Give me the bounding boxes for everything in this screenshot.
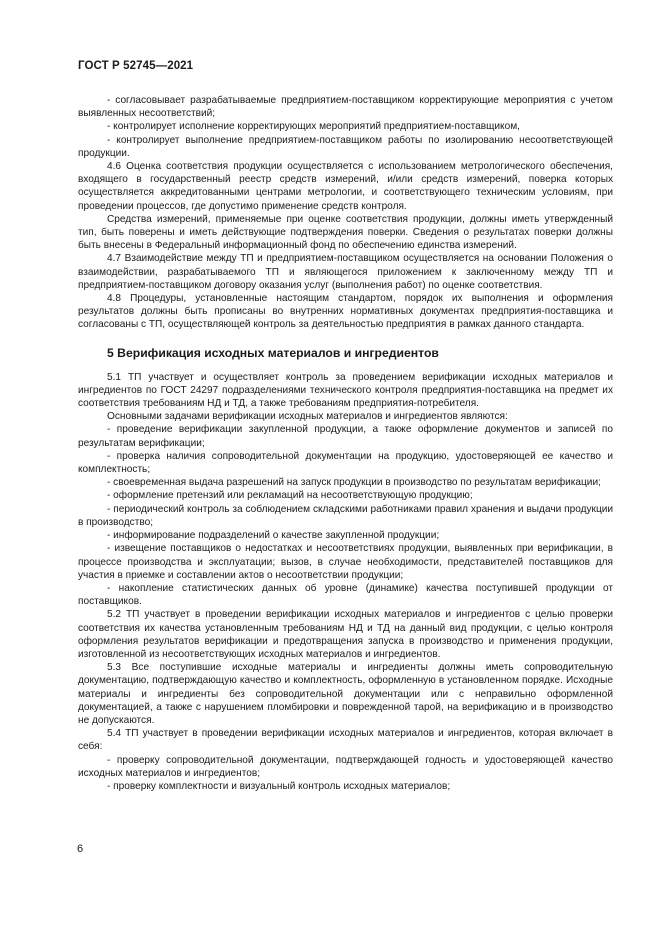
paragraph: - согласовывает разрабатываемые предприятием-поставщиком корректирующие мероприятия с учетом выявленных несоответствий; <box>78 95 613 120</box>
paragraph: - своевременная выдача разрешений на запуск продукции в производство по результатам верификации; <box>107 477 601 489</box>
paragraph: 4.8 Процедуры, установленные настоящим стандартом, порядок их выполнения и оформления результатов должны быть прописаны во внутренних нормативных документах предприятия-поставщика и согласованы с ТП, осуществляющей контроль за деятельностью предприятия в рамках данного стандарта. <box>78 293 613 331</box>
paragraph: - проведение верификации закупленной продукции, а также оформление документов и записей по результатам верификации; <box>78 424 613 449</box>
paragraph: - информирование подразделений о качестве закупленной продукции; <box>107 530 440 542</box>
document-body <box>78 94 613 793</box>
paragraph: - контролирует выполнение предприятием-поставщиком работы по изолированию несоответствующей продукции. <box>78 134 613 159</box>
paragraph: 5.3 Все поступившие исходные материалы и ингредиенты должны иметь сопроводительную документацию, подтверждающую качество и комплектность, оформленную в установленном порядке. Исходные материалы и ингредиенты без сопроводительной документации или с неправильно оформленной документацией, а также с нарушением пломбировки и поврежденной тарой, на верификацию и в производство не допускаются. <box>78 662 613 726</box>
paragraph: Средства измерений, применяемые при оценке соответствия продукции, должны иметь утвержденный тип, быть поверены и иметь действующие подтверждения поверки. Сведения о результатах поверки должны быть внесены в Федеральный информационный фонд по обеспечению единства измерений. <box>78 213 613 252</box>
paragraph: - контролирует исполнение корректирующих мероприятий предприятием-поставщиком, <box>107 121 520 133</box>
page-number: 6 <box>77 843 84 855</box>
paragraph: - накопление статистических данных об уровне (динамике) качества поступившей продукции от поставщиков. <box>78 582 613 608</box>
paragraph: - проверку комплектности и визуальный контроль исходных материалов; <box>107 780 451 792</box>
section-heading: 5 Верификация исходных материалов и ингредиентов <box>107 345 439 360</box>
paragraph: - проверка наличия сопроводительной документации на продукцию, удостоверяющей ее качество и комплектность; <box>78 450 613 476</box>
paragraph: 5.4 ТП участвует в проведении верификации исходных материалов и ингредиентов, которая включает в себя: <box>78 728 613 753</box>
paragraph: 4.7 Взаимодействие между ТП и предприятием-поставщиком осуществляется на основании Положения о взаимодействии, разрабатываемого ТП и являющегося приложением к заключенному между ТП и предприятием-поставщиком договору оказания услуг (выполнения работ) по оценке соответствия. <box>78 253 613 291</box>
paragraph: - периодический контроль за соблюдением складскими работниками правил хранения и выдачи продукции в производство; <box>78 503 613 528</box>
paragraph: 4.6 Оценка соответствия продукции осуществляется с использованием метрологического обеспечения, входящего в государственный реестр средств измерений, и/или средств измерений, поверка которых осуществляется аккредитованными центрами метрологии, и соответствующего техническим условиям, при проведении процессов, где допустимо применение средств контроля. <box>78 161 613 212</box>
paragraph: - извещение поставщиков о недостатках и несоответствиях продукции, выявленных при верификации, в процессе производства и эксплуатации; вызов, в случае необходимости, представителей поставщиков для участия в приемке и составлении актов о несоответствии продукции; <box>78 543 613 581</box>
paragraph: 5.1 ТП участвует и осуществляет контроль за проведением верификации исходных материалов и ингредиентов по ГОСТ 24297 подразделениями технического контроля предприятия-поставщика на предмет их соответствия требованиям НД и ТД, а также требованиям предприятия-потребителя. <box>78 371 613 410</box>
paragraph: - оформление претензий или рекламаций на несоответствующую продукцию; <box>107 490 473 502</box>
paragraph: 5.2 ТП участвует в проведении верификации исходных материалов и ингредиентов с целью проверки соответствия их качества установленным требованиям НД и ТД на данный вид продукции, с целью контроля оформления результатов верификации и предотвращения запуска в производство и применения продукции, изготовленной из несоответствующих исходных материалов и ингредиентов. <box>78 609 613 660</box>
paragraph: Основными задачами верификации исходных материалов и ингредиентов являются: <box>107 411 508 423</box>
paragraph: - проверку сопроводительной документации, подтверждающей годность и удостоверяющей качество исходных материалов и ингредиентов; <box>78 754 613 779</box>
document-code-header: ГОСТ Р 52745—2021 <box>78 60 194 72</box>
